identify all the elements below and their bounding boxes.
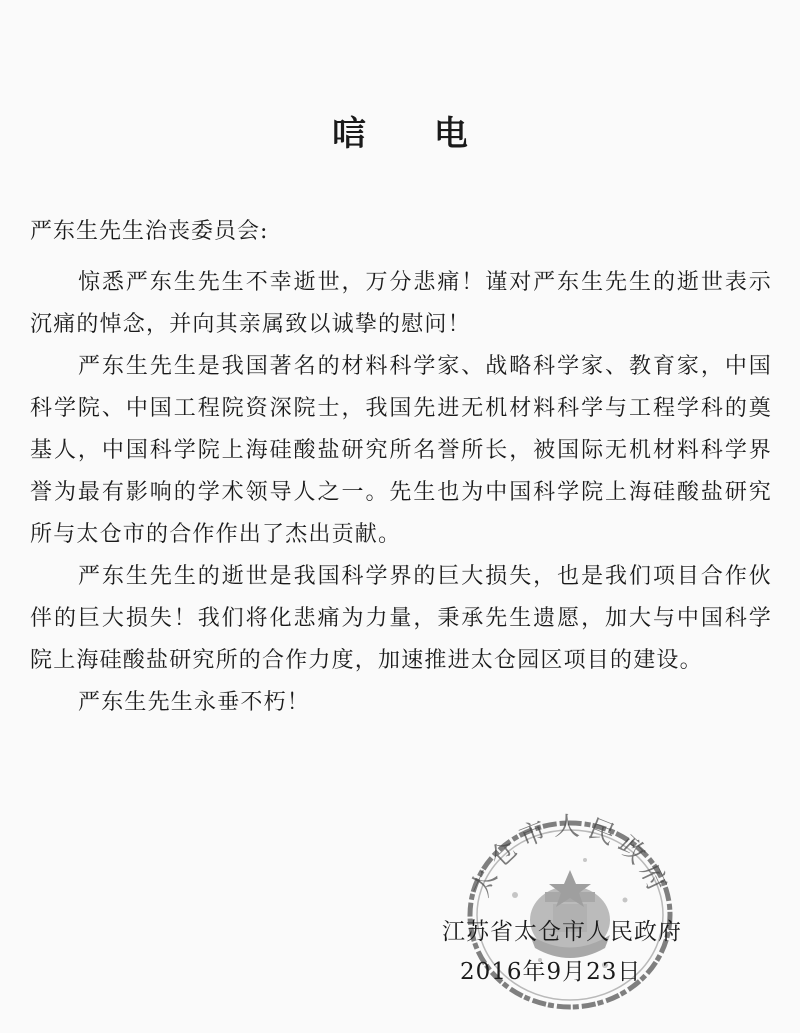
signature-date: 2016年9月23日 <box>460 959 642 985</box>
svg-text:太仓市人民政府: 太仓市人民政府 <box>465 811 675 902</box>
paragraph-biography: 严东生先生是我国著名的材料科学家、战略科学家、教育家，中国科学院、中国工程院资深院士，我国先进无机材料科学与工程学科的奠基人，中国科学院上海硅酸盐研究所名誉所长，被国际无机材料科学界誉为最有影响的学术领导人之一。先生也为中国科学院上海硅酸盐研究所与太仓市的合作作出了杰出贡献。 <box>30 354 772 547</box>
salutation: 严东生先生治丧委员会: <box>30 219 269 244</box>
paragraph-loss: 严东生先生的逝世是我国科学界的巨大损失，也是我们项目合作伙伴的巨大损失！我们将化悲痛为力量，秉承先生遗愿，加大与中国科学院上海硅酸盐研究所的合作力度，加速推进太仓园区项目的建设。 <box>30 564 772 673</box>
paragraph-closing: 严东生先生永垂不朽！ <box>78 690 311 715</box>
document-title: 唁 电 <box>332 114 496 154</box>
signature-block <box>442 912 742 992</box>
paragraph-condolence: 惊悉严东生先生不幸逝世，万分悲痛！谨对严东生先生的逝世表示沉痛的悼念，并向其亲属致以诚挚的慰问！ <box>30 270 772 337</box>
document-body <box>30 262 772 724</box>
signature-organization: 江苏省太仓市人民政府 <box>442 919 682 945</box>
